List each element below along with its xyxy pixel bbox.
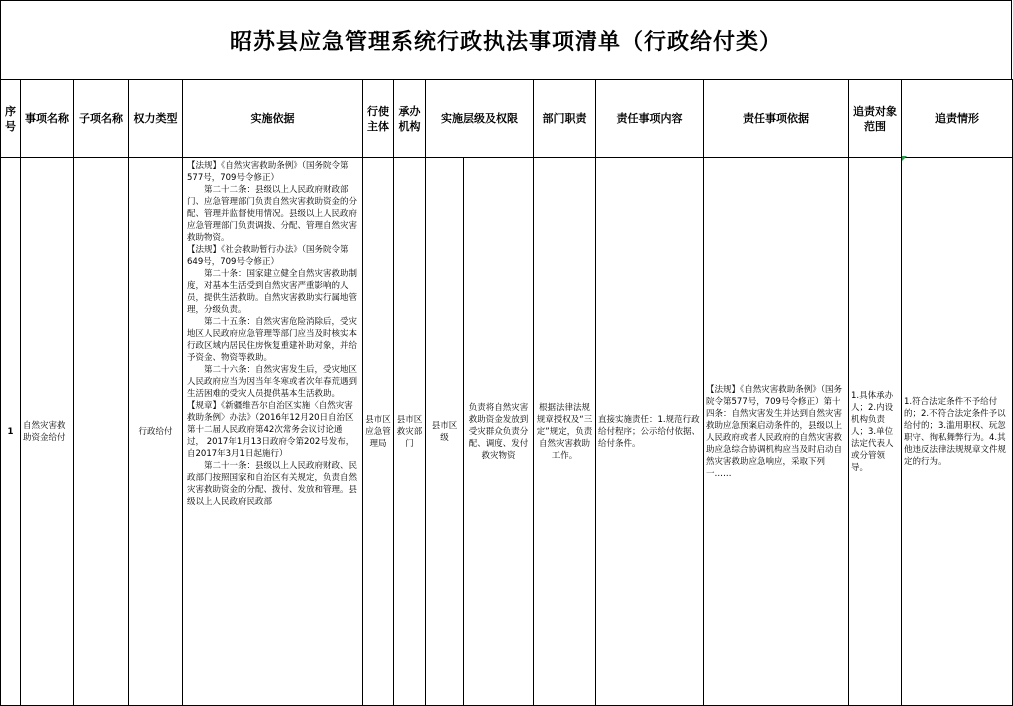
header-level: 实施层级及权限 — [426, 80, 534, 158]
cell-comment-marker — [902, 156, 907, 161]
cell-resp-basis: 【法规】《自然灾害救助条例》（国务院令第577号，709号令修正）第十四条：自然灾害发生并达到自然灾害救助应急预案启动条件的，县级以上人民政府或者人民政府的自然灾害救助应急综合协调机构应当及时启动自然灾害救助应急响应，采取下列一…… — [704, 158, 849, 706]
table-row — [1, 158, 1013, 706]
item-table — [0, 79, 1013, 706]
header-sub-item: 子项名称 — [74, 80, 129, 158]
basis-paragraph: 第二十一条：县级以上人民政府财政、民政部门按照国家和自治区有关规定，负责自然灾害救助资金的分配、拨付、发放和管理。县级以上人民政府民政部 — [187, 461, 358, 507]
header-basis: 实施依据 — [183, 80, 363, 158]
basis-paragraph: 第二十条：国家建立健全自然灾害救助制度，对基本生活受到自然灾害严重影响的人员，提供生活救助。自然灾害救助实行属地管理，分级负责。 — [187, 269, 358, 315]
header-seq: 序号 — [1, 80, 21, 158]
basis-paragraph: 【法规】《社会救助暂行办法》（国务院令第649号，709号令修正） — [187, 245, 349, 267]
cell-scope: 1.具体承办人；2.内设机构负责人；3.单位法定代表人或分管领导。 — [849, 158, 902, 706]
header-resp-content: 责任事项内容 — [596, 80, 704, 158]
cell-situation: 1.符合法定条件不予给付的；2.不符合法定条件予以给付的；3.滥用职权、玩忽职守、徇私舞弊行为。4.其他违反法律法规规章文件规定的行为。 — [902, 158, 1013, 706]
page-title: 昭苏县应急管理系统行政执法事项清单（行政给付类） — [0, 0, 1012, 80]
cell-level-detail: 负责将自然灾害救助资金发放到受灾群众负责分配、调度、发付救灾物资 — [464, 158, 534, 706]
cell-power-type: 行政给付 — [129, 158, 183, 706]
header-item-name: 事项名称 — [21, 80, 74, 158]
cell-duty: 根据法律法规规章授权及“三定”规定，负责自然灾害救助工作。 — [534, 158, 596, 706]
basis-paragraph: 第二十五条：自然灾害危险消除后，受灾地区人民政府应急管理等部门应当及时核实本行政区域内居民住房恢复重建补助对象，并给予资金、物资等救助。 — [187, 317, 358, 363]
header-resp-basis: 责任事项依据 — [704, 80, 849, 158]
cell-subject: 县市区应急管理局 — [363, 158, 394, 706]
cell-item-name: 自然灾害救助资金给付 — [21, 158, 74, 706]
basis-paragraph: 【规章】《新疆维吾尔自治区实施〈自然灾害救助条例〉办法》（2016年12月20日自治区第十二届人民政府第42次常务会议讨论通过， 2017年1月13日政府令第202号发布，自2017年3月1日起施行） — [187, 401, 355, 459]
basis-paragraph: 第二十二条：县级以上人民政府财政部门、应急管理部门负责自然灾害救助资金的分配、管理并监督使用情况。县级以上人民政府应急管理部门负责调拨、分配、管理自然灾害救助物资。 — [187, 185, 358, 243]
basis-paragraph: 【法规】《自然灾害救助条例》（国务院令第577号，709号令修正） — [187, 161, 349, 183]
cell-level: 县市区级 — [426, 158, 464, 706]
cell-agency: 县市区救灾部门 — [394, 158, 426, 706]
cell-sub-item — [74, 158, 129, 706]
header-situation: 追责情形 — [902, 80, 1013, 158]
header-agency: 承办机构 — [394, 80, 426, 158]
basis-paragraph: 第二十六条：自然灾害发生后，受灾地区人民政府应当为因当年冬寒或者次年春荒遇到生活困难的受灾人员提供基本生活救助。 — [187, 365, 358, 399]
header-subject: 行使主体 — [363, 80, 394, 158]
cell-resp-content: 直接实施责任：1.规范行政给付程序；公示给付依据、给付条件。 — [596, 158, 704, 706]
cell-basis — [183, 158, 363, 706]
header-scope: 追责对象范围 — [849, 80, 902, 158]
cell-seq: 1 — [1, 158, 21, 706]
header-power-type: 权力类型 — [129, 80, 183, 158]
header-row — [1, 80, 1013, 158]
header-duty: 部门职责 — [534, 80, 596, 158]
